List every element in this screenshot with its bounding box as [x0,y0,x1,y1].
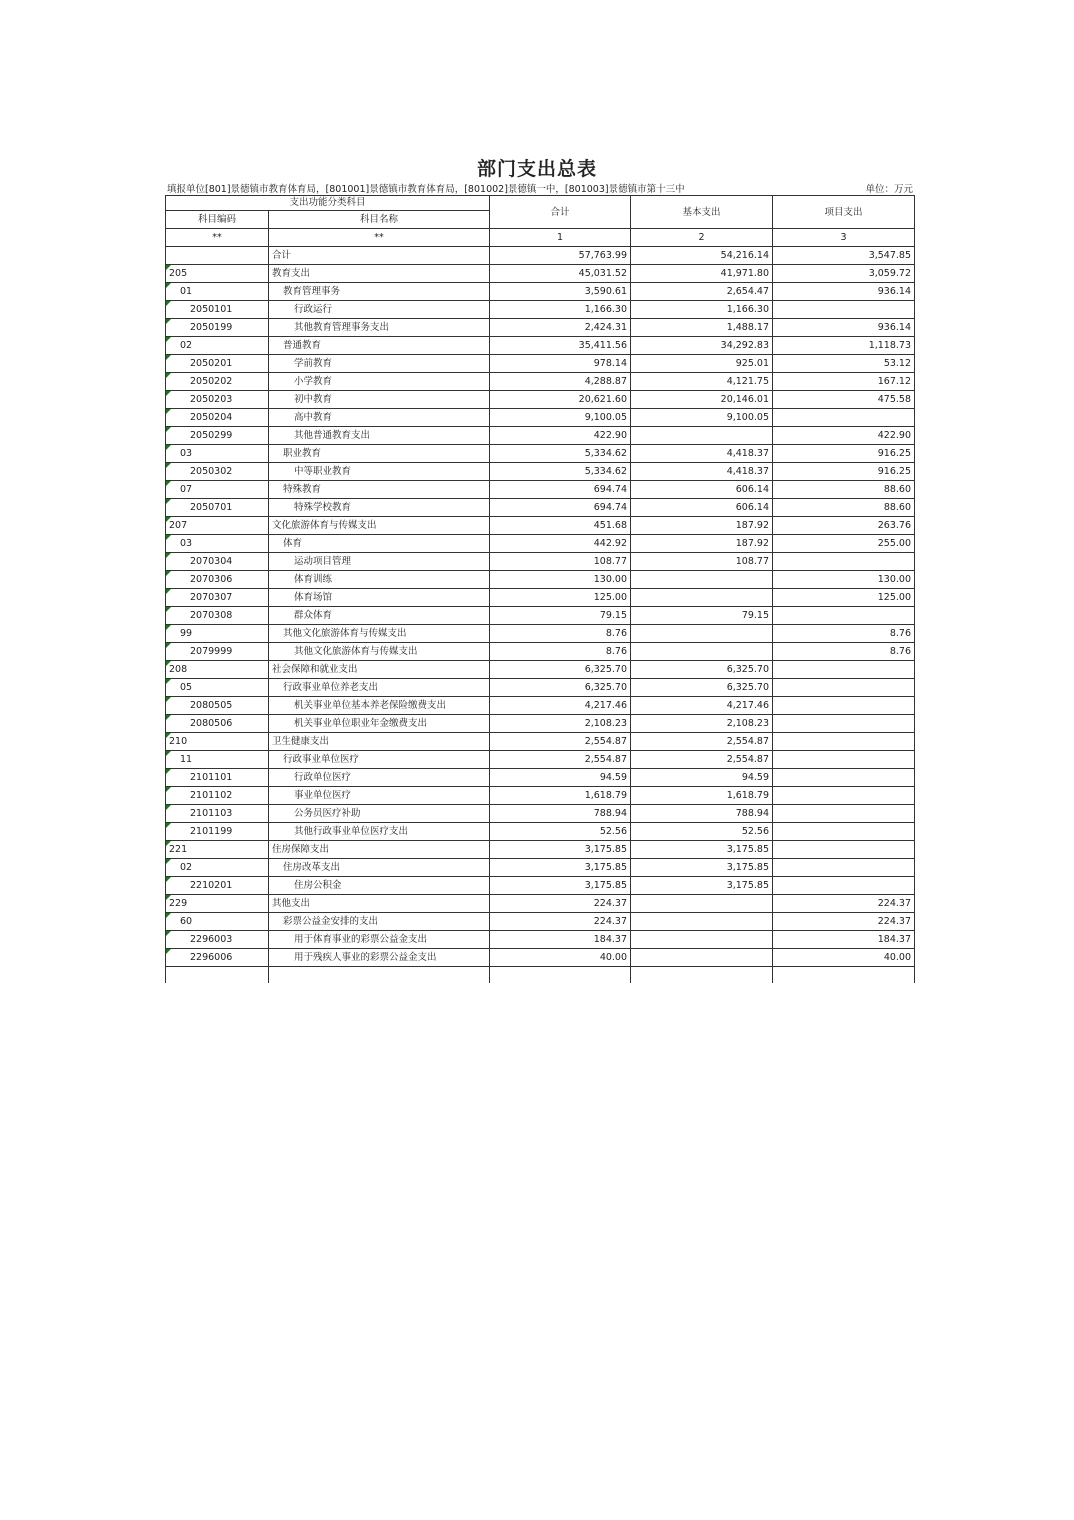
code-cell: 60 [166,913,269,931]
total-cell: 224.37 [490,895,631,913]
total-cell: 788.94 [490,805,631,823]
project-cell: 916.25 [773,445,915,463]
total-cell: 2,554.87 [490,751,631,769]
basic-cell: 79.15 [631,607,773,625]
total-cell: 1,166.30 [490,301,631,319]
total-row [166,247,915,265]
project-cell: 936.14 [773,283,915,301]
name-cell: 行政事业单位养老支出 [269,679,490,697]
project-cell [773,715,915,733]
table-row [166,265,915,283]
table-row [166,625,915,643]
name-cell: 彩票公益金安排的支出 [269,913,490,931]
basic-cell: 20,146.01 [631,391,773,409]
basic-cell: 6,325.70 [631,661,773,679]
total-cell: 130.00 [490,571,631,589]
table-row [166,535,915,553]
code-cell: 2050302 [166,463,269,481]
total-cell: 125.00 [490,589,631,607]
basic-cell: 187.92 [631,535,773,553]
project-cell [773,805,915,823]
basic-cell: 2,108.23 [631,715,773,733]
total-cell: 3,175.85 [490,877,631,895]
project-cell [773,679,915,697]
basic-cell: 4,121.75 [631,373,773,391]
basic-cell: 187.92 [631,517,773,535]
table-row [166,913,915,931]
basic-cell [631,571,773,589]
total-cell: 978.14 [490,355,631,373]
table-row [166,391,915,409]
name-cell: 用于体育事业的彩票公益金支出 [269,931,490,949]
blank-cell [166,967,269,984]
basic-cell: 9,100.05 [631,409,773,427]
table-row [166,355,915,373]
basic-cell: 108.77 [631,553,773,571]
table-row [166,679,915,697]
name-cell: 机关事业单位职业年金缴费支出 [269,715,490,733]
total-cell: 5,334.62 [490,463,631,481]
code-cell: 2070306 [166,571,269,589]
index-cell: ** [166,229,269,247]
basic-cell [631,895,773,913]
code-cell: 205 [166,265,269,283]
basic-cell: 3,175.85 [631,859,773,877]
code-cell: 2101102 [166,787,269,805]
name-cell: 其他文化旅游体育与传媒支出 [269,643,490,661]
project-cell: 8.76 [773,643,915,661]
code-cell: 03 [166,535,269,553]
basic-cell: 54,216.14 [631,247,773,265]
total-cell: 52.56 [490,823,631,841]
basic-cell: 606.14 [631,499,773,517]
code-cell: 02 [166,337,269,355]
project-cell [773,787,915,805]
table-row [166,607,915,625]
project-cell: 422.90 [773,427,915,445]
project-cell [773,661,915,679]
name-cell: 教育支出 [269,265,490,283]
project-cell [773,823,915,841]
code-cell: 2050204 [166,409,269,427]
table-row [166,805,915,823]
blank-cell [490,967,631,984]
table-row [166,823,915,841]
blank-cell [631,967,773,984]
project-cell: 184.37 [773,931,915,949]
code-cell [166,247,269,265]
total-cell: 108.77 [490,553,631,571]
code-cell: 11 [166,751,269,769]
name-cell: 运动项目管理 [269,553,490,571]
code-cell: 2101101 [166,769,269,787]
table-row [166,337,915,355]
project-cell: 263.76 [773,517,915,535]
table-row [166,373,915,391]
project-cell [773,409,915,427]
basic-cell: 606.14 [631,481,773,499]
table-row [166,571,915,589]
project-cell: 1,118.73 [773,337,915,355]
code-cell: 2079999 [166,643,269,661]
basic-cell [631,625,773,643]
code-cell: 03 [166,445,269,463]
basic-cell [631,427,773,445]
total-cell: 4,288.87 [490,373,631,391]
basic-cell: 1,618.79 [631,787,773,805]
total-cell: 35,411.56 [490,337,631,355]
expenditure-table [165,195,915,983]
total-cell: 451.68 [490,517,631,535]
table-row [166,877,915,895]
table-row [166,427,915,445]
basic-cell [631,913,773,931]
project-cell: 224.37 [773,895,915,913]
project-cell [773,553,915,571]
name-cell: 职业教育 [269,445,490,463]
total-cell: 3,590.61 [490,283,631,301]
name-cell: 公务员医疗补助 [269,805,490,823]
basic-cell: 4,418.37 [631,445,773,463]
name-cell: 学前教育 [269,355,490,373]
project-cell [773,607,915,625]
basic-cell: 2,554.87 [631,751,773,769]
index-row [166,229,915,247]
name-cell: 文化旅游体育与传媒支出 [269,517,490,535]
name-cell: 卫生健康支出 [269,733,490,751]
total-cell: 184.37 [490,931,631,949]
table-row [166,787,915,805]
total-cell: 442.92 [490,535,631,553]
basic-cell: 34,292.83 [631,337,773,355]
name-cell: 行政运行 [269,301,490,319]
table-row [166,319,915,337]
basic-cell: 925.01 [631,355,773,373]
basic-cell: 94.59 [631,769,773,787]
basic-cell: 1,166.30 [631,301,773,319]
name-cell: 行政单位医疗 [269,769,490,787]
table-row [166,697,915,715]
name-cell: 中等职业教育 [269,463,490,481]
code-cell: 2050701 [166,499,269,517]
name-cell: 住房保障支出 [269,841,490,859]
project-cell: 475.58 [773,391,915,409]
total-cell: 2,424.31 [490,319,631,337]
code-cell: 2050199 [166,319,269,337]
project-cell: 3,059.72 [773,265,915,283]
project-cell [773,697,915,715]
name-cell: 其他行政事业单位医疗支出 [269,823,490,841]
code-cell: 2080506 [166,715,269,733]
name-cell: 高中教育 [269,409,490,427]
basic-cell [631,931,773,949]
name-cell: 行政事业单位医疗 [269,751,490,769]
code-cell: 2050201 [166,355,269,373]
project-cell [773,733,915,751]
total-cell: 2,108.23 [490,715,631,733]
header-code: 科目编码 [166,211,269,229]
project-cell: 936.14 [773,319,915,337]
table-row [166,643,915,661]
code-cell: 2050299 [166,427,269,445]
basic-cell: 41,971.80 [631,265,773,283]
index-cell: 1 [490,229,631,247]
code-cell: 207 [166,517,269,535]
code-cell: 2210201 [166,877,269,895]
total-cell: 20,621.60 [490,391,631,409]
total-cell: 79.15 [490,607,631,625]
total-cell: 94.59 [490,769,631,787]
table-row [166,499,915,517]
table-row [166,949,915,967]
name-cell: 事业单位医疗 [269,787,490,805]
project-cell [773,301,915,319]
blank-cell [269,967,490,984]
total-cell: 1,618.79 [490,787,631,805]
code-cell: 05 [166,679,269,697]
name-cell: 小学教育 [269,373,490,391]
name-cell: 合计 [269,247,490,265]
project-cell: 167.12 [773,373,915,391]
project-cell: 88.60 [773,481,915,499]
total-cell: 5,334.62 [490,445,631,463]
name-cell: 用于残疾人事业的彩票公益金支出 [269,949,490,967]
basic-cell: 4,217.46 [631,697,773,715]
table-row [166,859,915,877]
code-cell: 07 [166,481,269,499]
code-cell: 2070307 [166,589,269,607]
name-cell: 群众体育 [269,607,490,625]
table-row [166,895,915,913]
table-row [166,481,915,499]
name-cell: 体育训练 [269,571,490,589]
table-row [166,931,915,949]
basic-cell [631,589,773,607]
project-cell: 40.00 [773,949,915,967]
table-row [166,841,915,859]
code-cell: 2070308 [166,607,269,625]
basic-cell: 4,418.37 [631,463,773,481]
name-cell: 体育场馆 [269,589,490,607]
project-cell [773,877,915,895]
project-cell: 53.12 [773,355,915,373]
table-row [166,715,915,733]
code-cell: 01 [166,283,269,301]
code-cell: 2050101 [166,301,269,319]
table-row [166,409,915,427]
name-cell: 特殊教育 [269,481,490,499]
total-cell: 224.37 [490,913,631,931]
project-cell: 916.25 [773,463,915,481]
unit-label: 单位：万元 [865,184,913,195]
basic-cell: 3,175.85 [631,877,773,895]
header-name: 科目名称 [269,211,490,229]
name-cell: 普通教育 [269,337,490,355]
code-cell: 229 [166,895,269,913]
code-cell: 2080505 [166,697,269,715]
table-row [166,301,915,319]
name-cell: 初中教育 [269,391,490,409]
code-cell: 2296003 [166,931,269,949]
basic-cell [631,949,773,967]
name-cell: 其他支出 [269,895,490,913]
table-row [166,589,915,607]
project-cell: 224.37 [773,913,915,931]
code-cell: 2070304 [166,553,269,571]
table-row [166,751,915,769]
name-cell: 体育 [269,535,490,553]
total-cell: 3,175.85 [490,841,631,859]
code-cell: 2050202 [166,373,269,391]
blank-cell [773,967,915,984]
index-cell: 3 [773,229,915,247]
project-cell: 255.00 [773,535,915,553]
code-cell: 99 [166,625,269,643]
table-row [166,517,915,535]
table-row [166,661,915,679]
basic-cell: 1,488.17 [631,319,773,337]
total-cell: 2,554.87 [490,733,631,751]
table-row [166,733,915,751]
total-cell: 4,217.46 [490,697,631,715]
table-row [166,283,915,301]
name-cell: 其他教育管理事务支出 [269,319,490,337]
name-cell: 住房改革支出 [269,859,490,877]
total-cell: 8.76 [490,643,631,661]
total-cell: 694.74 [490,499,631,517]
project-cell: 88.60 [773,499,915,517]
code-cell: 210 [166,733,269,751]
filler-unit: 填报单位[801]景德镇市教育体育局，[801001]景德镇市教育体育局，[801002]景德镇一中，[801003]景德镇市第十三中 [167,184,685,195]
header-function-group: 支出功能分类科目 [166,196,490,211]
name-cell: 机关事业单位基本养老保险缴费支出 [269,697,490,715]
index-cell: 2 [631,229,773,247]
name-cell: 住房公积金 [269,877,490,895]
table-row [166,553,915,571]
total-cell: 6,325.70 [490,679,631,697]
table-row [166,445,915,463]
header-total: 合计 [490,196,631,229]
project-cell [773,859,915,877]
basic-cell: 788.94 [631,805,773,823]
header-basic: 基本支出 [631,196,773,229]
total-cell: 57,763.99 [490,247,631,265]
total-cell: 6,325.70 [490,661,631,679]
total-cell: 40.00 [490,949,631,967]
header-project: 项目支出 [773,196,915,229]
total-cell: 422.90 [490,427,631,445]
index-cell: ** [269,229,490,247]
project-cell: 125.00 [773,589,915,607]
name-cell: 教育管理事务 [269,283,490,301]
code-cell: 208 [166,661,269,679]
table-row [166,769,915,787]
code-cell: 221 [166,841,269,859]
total-cell: 45,031.52 [490,265,631,283]
basic-cell: 52.56 [631,823,773,841]
table-row [166,463,915,481]
total-cell: 9,100.05 [490,409,631,427]
basic-cell [631,643,773,661]
total-cell: 694.74 [490,481,631,499]
basic-cell: 6,325.70 [631,679,773,697]
code-cell: 2101103 [166,805,269,823]
basic-cell: 2,554.87 [631,733,773,751]
name-cell: 社会保障和就业支出 [269,661,490,679]
total-cell: 8.76 [490,625,631,643]
project-cell: 130.00 [773,571,915,589]
code-cell: 2050203 [166,391,269,409]
project-cell [773,769,915,787]
basic-cell: 2,654.47 [631,283,773,301]
name-cell: 其他普通教育支出 [269,427,490,445]
project-cell: 3,547.85 [773,247,915,265]
project-cell: 8.76 [773,625,915,643]
project-cell [773,751,915,769]
basic-cell: 3,175.85 [631,841,773,859]
code-cell: 2296006 [166,949,269,967]
report-meta [167,181,913,195]
total-cell: 3,175.85 [490,859,631,877]
code-cell: 02 [166,859,269,877]
page-title: 部门支出总表 [476,158,597,180]
code-cell: 2101199 [166,823,269,841]
name-cell: 特殊学校教育 [269,499,490,517]
name-cell: 其他文化旅游体育与传媒支出 [269,625,490,643]
project-cell [773,841,915,859]
blank-row [166,967,915,984]
